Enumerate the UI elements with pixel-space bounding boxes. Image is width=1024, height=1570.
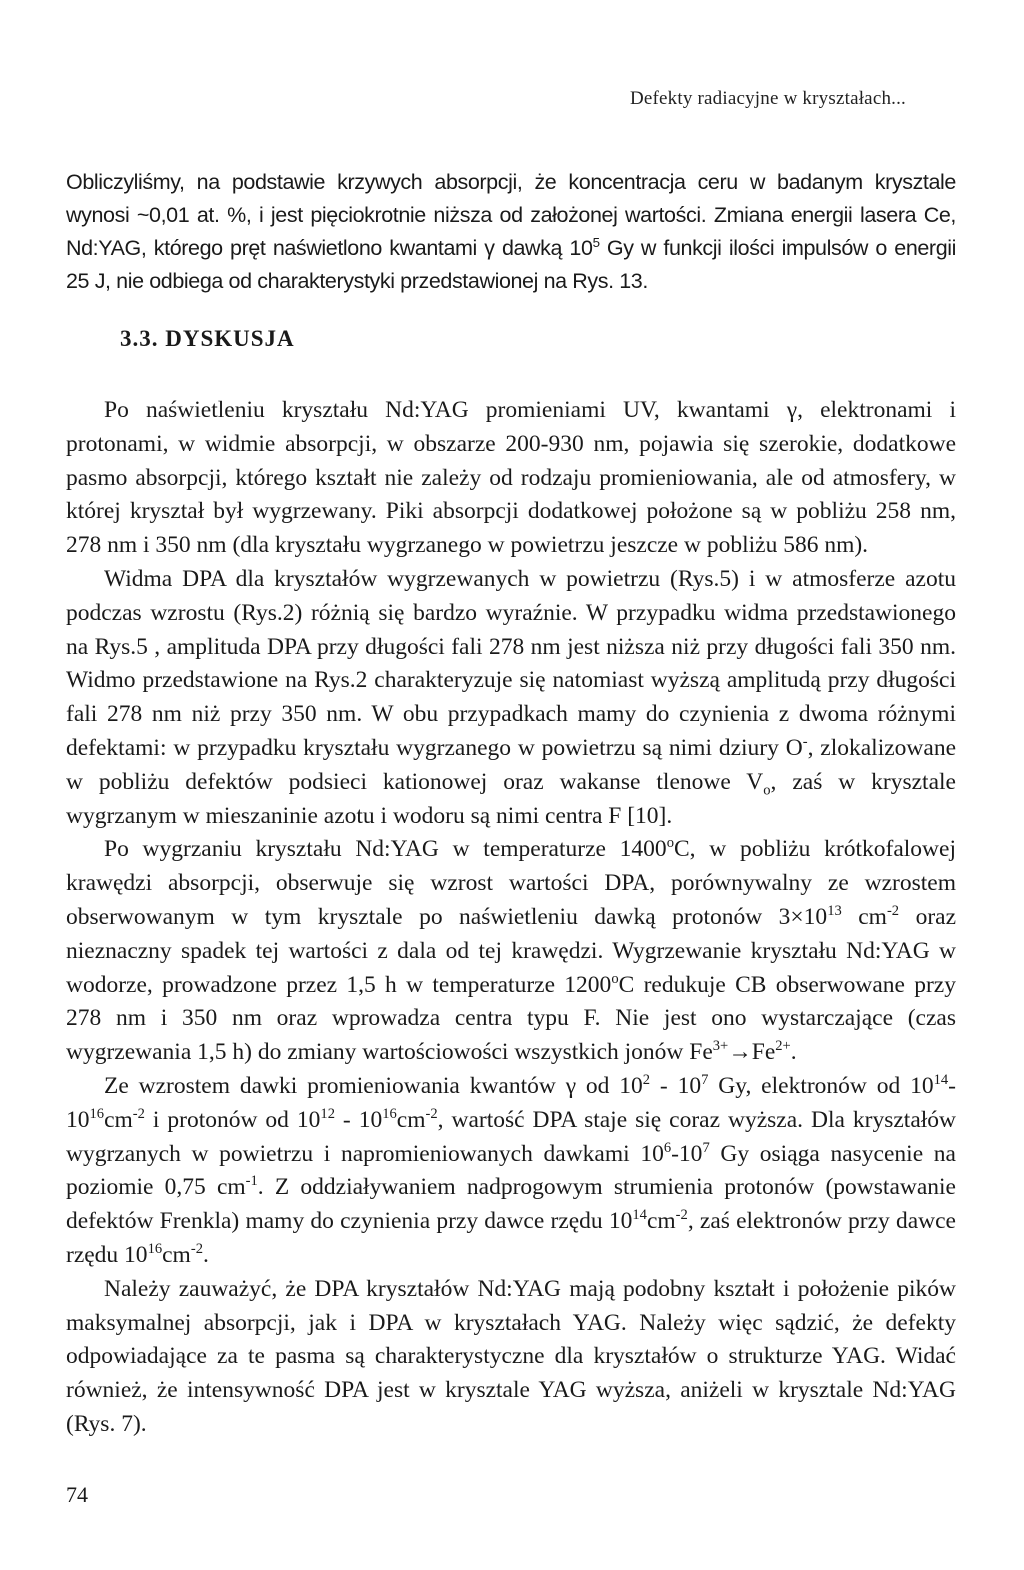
intro-paragraph: Obliczyliśmy, na podstawie krzywych absorpcji, że koncentracja ceru w badanym krysztale wynosi ~0,01 at. %, i jest pięciokrotnie niższa od założonej wartości. Zmiana energii lasera Ce, Nd:YAG, którego pręt naświetlono kwantami γ dawką $10^5$ Gy w funkcji ilości impulsów o energii 25 J, nie odbiega od charakterystyki przedstawionej na Rys. 13. <box>66 170 956 293</box>
paragraph-3: Po wygrzaniu kryształu Nd:YAG w temperaturze 1400$^o$C, w pobliżu krótkofalowej krawędzi absorpcji, obserwuje się wzrost wartości DPA, porównywalny ze wzrostem obserwowanym w tym krysztale po naświetleniu dawką protonów $3\times 10^{13}$ $cm^{-2}$ oraz nieznaczny spadek tej wartości z dala od tej krawędzi. Wygrzewanie kryształu Nd:YAG w wodorze, prowadzone przez 1,5 h w temperaturze 1200$^o$C redukuje CB obserwowane przy 278 nm i 350 nm oraz wprowadza centra typu F. Nie jest ono wystarczające (czas wygrzewania 1,5 h) do zmiany wartościowości wszystkich jonów $Fe^{3+}\to Fe^{2+}$. <box>66 835 957 1066</box>
paragraph-5: Należy zauważyć, że DPA kryształów Nd:YAG mają podobny kształt i położenie pików maksymalnej absorpcji, jak i DPA w kryształach YAG. Należy więc sądzić, że defekty odpowiadające za te pasma są charakterystyczne dla kryształów o strukturze YAG. Widać również, że intensywność DPA jest w krysztale YAG wyższa, aniżeli w krysztale Nd:YAG (Rys. 7). <box>66 1275 956 1437</box>
paragraph-2: Widma DPA dla kryształów wygrzewanych w powietrzu (Rys.5) i w atmosferze azotu podczas wzrostu (Rys.2) różnią się bardzo wyraźnie. W przypadku widma przedstawionego na Rys.5 , amplituda DPA przy długości fali 278 nm jest niższa niż przy długości fali 350 nm. Widmo przedstawione na Rys.2 charakteryzuje się natomiast wyższą amplitudą przy długości fali 278 nm niż przy 350 nm. W obu przypadkach mamy do czynienia z dwoma różnymi defektami: w przypadku kryształu wygrzanego w powietrzu są nimi dziury O-, zlokalizowane w pobliżu defektów podsieci kationowej oraz wakanse tlenowe $V_o$, zaś w krysztale wygrzanym w mieszaninie azotu i wodoru są nimi centra F [10]. <box>66 565 956 829</box>
section-heading: 3.3. DYSKUSJA <box>120 326 295 351</box>
running-header: Defekty radiacyjne w kryształach... <box>629 88 906 109</box>
paragraph-1: Po naświetleniu kryształu Nd:YAG promieniami UV, kwantami γ, elektronami i protonami, w widmie absorpcji, w obszarze 200-930 nm, pojawia się szerokie, dodatkowe pasmo absorpcji, którego kształt nie zależy od rodzaju promieniowania, ale od atmosfery, w której kryształ był wygrzewany. Piki absorpcji dodatkowej położone są w pobliżu 258 nm, 278 nm i 350 nm (dla kryształu wygrzanego w powietrzu jeszcze w pobliżu 586 nm). <box>66 397 956 559</box>
body-text <box>66 394 956 1442</box>
paragraph-4: Ze wzrostem dawki promieniowania kwantów γ od $10^2 - 10^7$ Gy, elektronów od $10^{14}-10^{16}cm^{-2}$ i protonów od $10^{12} - 10^{16}cm^{-2}$, wartość DPA staje się coraz wyższa. Dla kryształów wygrzanych w powietrzu i napromieniowanych dawkami $10^6-10^7$ Gy osiąga nasycenie na poziomie 0,75 $cm^{-1}$. Z oddziaływaniem nadprogowym strumienia protonów (powstawanie defektów Frenkla) mamy do czynienia przy dawce rzędu $10^{14}cm^{-2}$, zaś elektronów przy dawce rzędu $10^{16}cm^{-2}$. <box>66 1072 957 1268</box>
page-number: 74 <box>66 1482 88 1507</box>
